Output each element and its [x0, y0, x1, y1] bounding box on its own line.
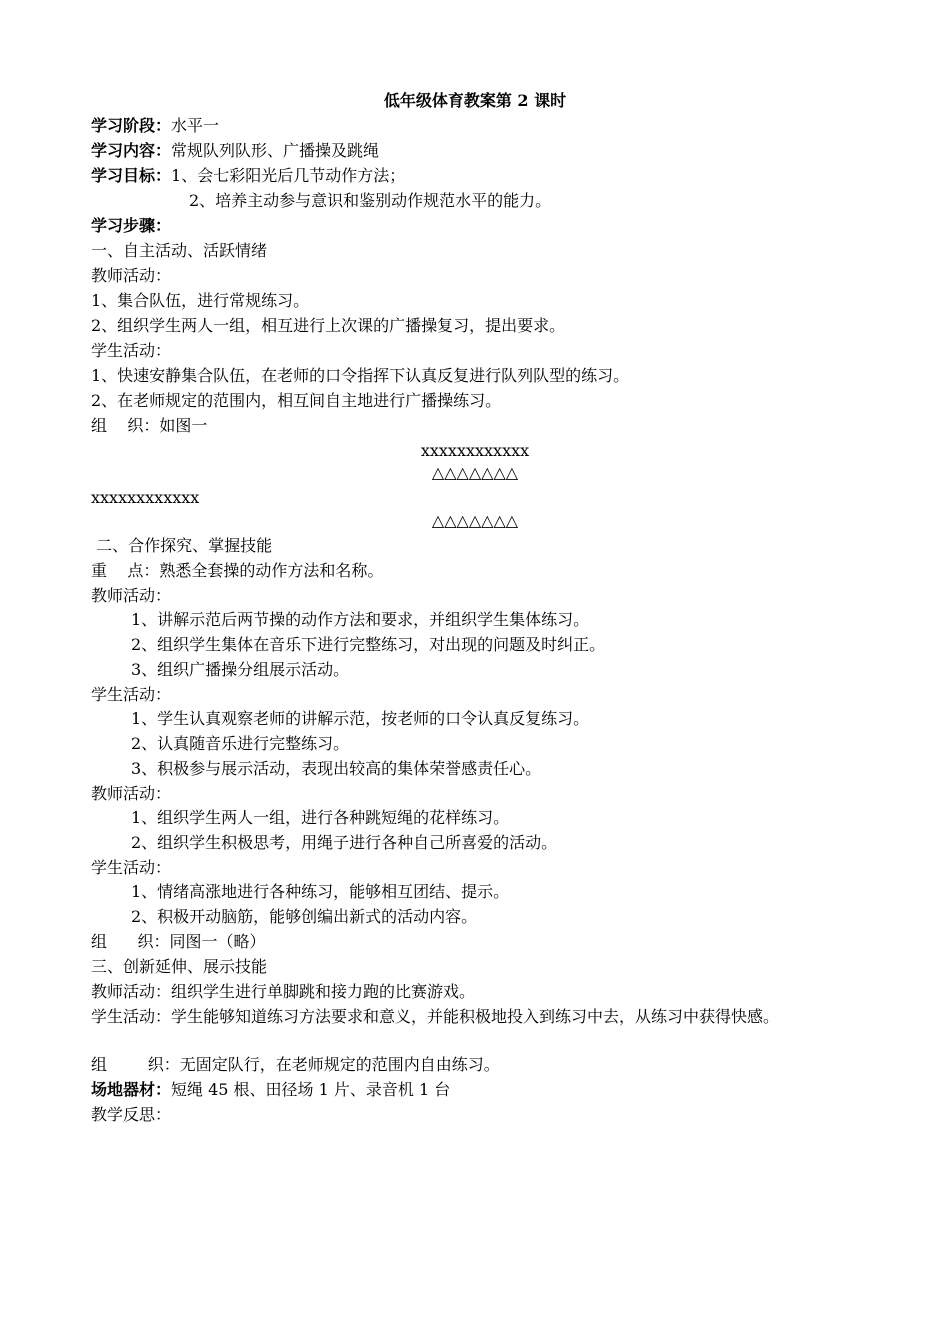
student-activity-item: 2、积极开动脑筋，能够创编出新式的活动内容。: [131, 907, 478, 926]
steps-label: 学习步骤：: [91, 216, 172, 235]
equipment-value: 短绳 45 根、田径场 1 片、录音机 1 台: [171, 1080, 451, 1099]
formation-row: △△△△△△△: [431, 463, 519, 482]
section2-heading: 二、合作探究、掌握技能: [91, 536, 273, 555]
section1-heading: 一、自主活动、活跃情绪: [91, 241, 268, 260]
student-activity-item: 1、学生认真观察老师的讲解示范，按老师的口令认真反复练习。: [131, 709, 590, 728]
organization-line: 组 织：同图一（略）: [91, 932, 266, 951]
stage-value: 水平一: [171, 116, 220, 135]
goals-label: 学习目标：: [91, 166, 172, 185]
stage-label: 学习阶段：: [91, 116, 172, 135]
teacher-activity-item: 3、组织广播操分组展示活动。: [131, 660, 350, 679]
teacher-activity-line: 教师活动：组织学生进行单脚跳和接力跑的比赛游戏。: [91, 982, 476, 1001]
student-activity-label: 学生活动：: [91, 858, 172, 877]
equipment-line: [91, 1079, 450, 1101]
goal-item: 2、培养主动参与意识和鉴别动作规范水平的能力。: [189, 191, 552, 210]
student-activity-item: 1、情绪高涨地进行各种练习，能够相互团结、提示。: [131, 882, 510, 901]
student-activity-label: 学生活动：: [91, 341, 172, 360]
teacher-activity-item: 2、组织学生积极思考，用绳子进行各种自己所喜爱的活动。: [131, 833, 558, 852]
teacher-activity-item: 2、组织学生两人一组，相互进行上次课的广播操复习，提出要求。: [91, 316, 566, 335]
formation-row: △△△△△△△: [431, 511, 519, 530]
student-activity-line: 学生活动：学生能够知道练习方法要求和意义，并能积极地投入到练习中去，从练习中获得快感。: [91, 1007, 780, 1026]
section3-heading: 三、创新延伸、展示技能: [91, 957, 268, 976]
teacher-activity-item: 1、集合队伍，进行常规练习。: [91, 291, 310, 310]
page-title: 低年级体育教案第 2 课时: [383, 91, 567, 110]
content-line: [91, 140, 379, 162]
teacher-activity-item: 1、讲解示范后两节操的动作方法和要求，并组织学生集体练习。: [131, 610, 590, 629]
teacher-activity-label: 教师活动：: [91, 784, 172, 803]
equipment-label: 场地器材：: [91, 1080, 172, 1099]
formation-row: xxxxxxxxxxxx: [91, 488, 200, 507]
student-activity-item: 2、在老师规定的范围内，相互间自主地进行广播操练习。: [91, 391, 502, 410]
organization-line: 组 织：无固定队行，在老师规定的范围内自由练习。: [91, 1055, 500, 1074]
stage-line: [91, 115, 219, 137]
teacher-activity-item: 1、组织学生两人一组，进行各种跳短绳的花样练习。: [131, 808, 510, 827]
teacher-activity-label: 教师活动：: [91, 586, 172, 605]
student-activity-item: 2、认真随音乐进行完整练习。: [131, 734, 350, 753]
reflection-label: 教学反思：: [91, 1105, 172, 1124]
organization-line: 组 织：如图一: [91, 416, 208, 435]
goals-line: [91, 165, 405, 187]
teacher-activity-item: 2、组织学生集体在音乐下进行完整练习，对出现的问题及时纠正。: [131, 635, 606, 654]
key-point-line: 重 点：熟悉全套操的动作方法和名称。: [91, 561, 384, 580]
student-activity-item: 1、快速安静集合队伍，在老师的口令指挥下认真反复进行队列队型的练习。: [91, 366, 630, 385]
student-activity-label: 学生活动：: [91, 685, 172, 704]
content-label: 学习内容：: [91, 141, 172, 160]
content-value: 常规队列队形、广播操及跳绳: [171, 141, 380, 160]
goal-item: 1、会七彩阳光后几节动作方法；: [171, 166, 406, 185]
student-activity-item: 3、积极参与展示活动，表现出较高的集体荣誉感责任心。: [131, 759, 542, 778]
teacher-activity-label: 教师活动：: [91, 266, 172, 285]
formation-row: xxxxxxxxxxxx: [420, 441, 530, 460]
